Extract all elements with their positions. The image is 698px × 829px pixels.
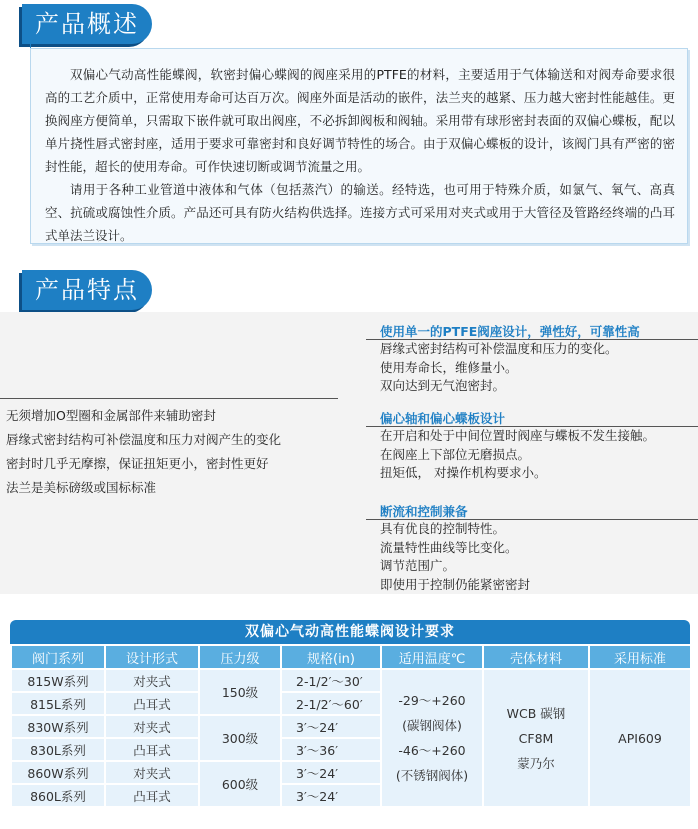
cell-series: 815W系列 (12, 670, 104, 691)
header-material: 壳体材料 (484, 646, 588, 668)
temp-line: -46～+260 (398, 743, 466, 758)
table-row (12, 693, 690, 714)
features-badge (22, 270, 152, 310)
overview-badge (22, 4, 152, 44)
cell-standard: API609 (590, 670, 690, 806)
cell-pressure: 600级 (200, 762, 280, 806)
spec-header-row (12, 646, 690, 668)
feature-group-item: 扭矩低， 对操作机构要求小。 (380, 465, 547, 480)
header-design: 设计形式 (106, 646, 198, 668)
cell-design: 对夹式 (106, 762, 198, 783)
feature-group-item: 使用寿命长，维修量小。 (380, 359, 518, 375)
cell-series: 815L系列 (12, 693, 104, 714)
material-line: CF8M (518, 730, 554, 746)
table-row (12, 785, 690, 806)
cell-series: 830L系列 (12, 739, 104, 760)
overview-box (30, 48, 688, 244)
feature-group-item: 即使用于控制仍能紧密密封 (380, 576, 531, 592)
p2-line: 高真空、抗硫或腐蚀性介质。产品还可具有防火结构供选择。连接方式可采用对夹式或用于大管径及管路经终 (45, 182, 675, 220)
feature-item: 无须增加O型圈和金属部件来辅助密封 (6, 408, 216, 423)
cell-series: 830W系列 (12, 716, 104, 737)
feature-group-title: 断流和控制兼备 (380, 504, 468, 519)
material-line: WCB 碳钢 (506, 705, 566, 721)
cell-size: 3′～24′ (282, 716, 380, 737)
feature-group-title: 偏心轴和偏心蝶板设计 (380, 411, 506, 426)
cell-size: 3′～36′ (282, 739, 380, 760)
feature-group-item: 调节范围广。 (380, 558, 456, 573)
p2-line: 请用于各种工业管道中液体和气体（包括蒸汽）的输送。经特选，也可用于特殊介质，如氯气、氧气、 (70, 182, 650, 197)
p1-line: 双偏心气动高性能蝶阀，软密封偏心蝶阀的阀座采用的PTFE的材料，主要适用于气体输送和对阀寿命要 (70, 67, 650, 82)
overview-heading (0, 0, 200, 52)
p1-line: 阀门具有严密的密封性能，超长的使用寿命。可作快速切断或调节流量之用。 (45, 136, 675, 174)
cell-pressure: 300级 (200, 716, 280, 760)
feature-group-item: 唇缘式密封结构可补偿温度和压力的变化。 (380, 341, 618, 356)
p2-line: 端的凸耳式单法兰设计。 (45, 205, 675, 243)
table-row (12, 739, 690, 760)
features-heading (0, 266, 200, 318)
feature-item: 法兰是美标磅级或国标标准 (6, 480, 157, 495)
p1-line: 越佳。更换阀座方便简单，只需取下嵌件就可取出阀座，不必拆卸阀板和阀轴。采用带有球形密封表面的双偏 (45, 90, 675, 128)
feature-item: 唇缘式密封结构可补偿温度和压力对阀产生的变化 (6, 432, 282, 447)
feature-group-item: 在阀座上下部位无磨损点。 (380, 446, 531, 462)
features-left-list (6, 404, 281, 500)
feature-group-item: 双向达到无气泡密封。 (380, 378, 506, 393)
overview-title: 产品概述 (35, 10, 139, 38)
header-standard: 采用标准 (590, 646, 690, 668)
cell-material (484, 670, 588, 806)
left-divider (0, 398, 338, 399)
cell-series: 860L系列 (12, 785, 104, 806)
feature-group-items (380, 520, 530, 594)
temp-line: -29～+260 (398, 693, 466, 708)
cell-design: 凸耳式 (106, 785, 198, 806)
cell-temperature (382, 670, 482, 806)
cell-design: 对夹式 (106, 670, 198, 691)
cell-size: 3′～24′ (282, 785, 380, 806)
cell-design: 凸耳式 (106, 693, 198, 714)
table-row (12, 762, 690, 783)
feature-group-item: 具有优良的控制特性。 (380, 521, 506, 536)
header-series: 阀门系列 (12, 646, 104, 668)
header-size: 规格(in) (282, 646, 380, 668)
p1-line: 心蝶板，配以单片挠性唇式密封座，适用于要求可靠密封和良好调节特性的场合。由于双偏心蝶板的设计，该 (45, 113, 675, 151)
cell-design: 凸耳式 (106, 739, 198, 760)
feature-item: 密封时几乎无摩擦，保证扭矩更小，密封性更好 (6, 456, 269, 471)
header-pressure: 压力级 (200, 646, 280, 668)
temp-line: (不锈钢阀体) (395, 768, 469, 783)
feature-group-item: 在开启和处于中间位置时阀座与蝶板不发生接触。 (380, 428, 656, 443)
feature-group-item: 流量特性曲线等比变化。 (380, 539, 518, 555)
features-title: 产品特点 (35, 276, 139, 304)
spec-table-section (10, 620, 690, 808)
cell-size: 2-1/2′～30′ (282, 670, 380, 691)
temp-line: (碳钢阀体) (402, 718, 462, 733)
p1-line: 求很高的工艺介质中，正常使用寿命可达百万次。阀座外面是活动的嵌件，法兰夹的越紧、压力越大密封性能 (45, 67, 675, 105)
spec-table (10, 644, 692, 808)
cell-design: 对夹式 (106, 716, 198, 737)
feature-group-title: 使用单一的PTFE阀座设计，弹性好，可靠性高 (380, 324, 640, 339)
feature-group-items (380, 427, 655, 483)
feature-group-items (380, 340, 618, 396)
spec-table-title: 双偏心气动高性能蝶阀设计要求 (10, 620, 690, 644)
header-temperature: 适用温度℃ (382, 646, 482, 668)
table-row (12, 716, 690, 737)
material-line: 蒙乃尔 (517, 755, 555, 771)
overview-paragraph-2 (45, 178, 675, 247)
cell-size: 2-1/2′～60′ (282, 693, 380, 714)
cell-pressure: 150级 (200, 670, 280, 714)
table-row (12, 670, 690, 691)
features-panel (0, 312, 698, 594)
cell-series: 860W系列 (12, 762, 104, 783)
overview-paragraph-1 (45, 63, 675, 178)
cell-size: 3′～24′ (282, 762, 380, 783)
